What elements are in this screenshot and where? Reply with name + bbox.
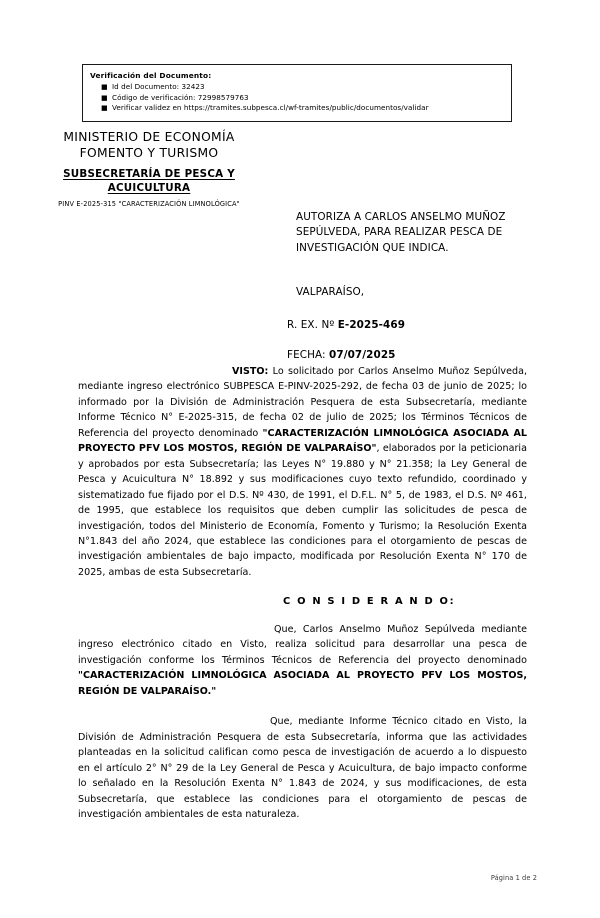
subsecretaria-heading (14, 167, 284, 195)
ministry-line-2: FOMENTO Y TURISMO (79, 145, 219, 160)
pinv-reference: PINV E-2025-315 "CARACTERIZACIÓN LIMNOLÓGICA" (58, 200, 240, 208)
verification-item-label: Id del Documento: 32423 (112, 82, 205, 91)
page-number-label: Página 1 de 2 (490, 874, 537, 882)
verification-item-label: Código de verificación: 72998579763 (112, 92, 249, 102)
verification-item-label: Verificar validez en https://tramites.subpesca.cl/wf-tramites/public/documentos/validar (112, 103, 429, 112)
verification-title: Verificación del Documento: (90, 71, 212, 80)
page-footer (0, 874, 600, 882)
bullet-icon: ■ (101, 93, 108, 102)
verification-item-document-id (101, 82, 504, 93)
resolution-date-value: 07/07/2025 (329, 349, 396, 361)
visto-section (78, 364, 527, 580)
spacer (78, 607, 527, 622)
subsecretaria-line-2: ACUICULTURA (107, 182, 191, 194)
letterhead (14, 130, 284, 208)
considerando-project-name: "CARACTERIZACIÓN LIMNOLÓGICA ASOCIADA AL PROYECTO PFV LOS MOSTOS, REGIÓN DE VALPARAÍSO." (78, 670, 527, 697)
considerando-paragraph-1 (78, 622, 527, 699)
resolution-number-label: R. EX. Nº (287, 319, 338, 331)
bullet-icon: ■ (101, 104, 108, 112)
subject-block (296, 210, 528, 298)
visto-paragraph (78, 364, 527, 580)
resolution-number-value: E-2025-469 (337, 319, 406, 331)
visto-text-part-2: , elaborados por la peticionaria y aprobados por esta Subsecretaría; las Leyes N° 19.880 y N° 21.358; la Ley General de Pesca y Acuicultura N° 18.892 y sus modificaciones cuyo texto refundido, coordinado y sistematizado fue fijado por el D.S. Nº 430, de 1991, el D.F.L. N° 5, de 1983, el D.S. Nº 461, de 1995, que establece los requisitos que deben cumplir las solicitudes de pesca de investigación, todos del Ministerio de Economía, Fomento y Turismo; la Resolución Exenta N°1.843 del año 2024, que establece las condiciones para el otorgamiento de pescas de investigación ambientales de bajo impacto, modificada por Resolución Exenta N° 170 de 2025, ambas de esta Subsecretaría. (78, 443, 527, 578)
verification-list (90, 82, 504, 114)
verification-item-code (101, 92, 504, 104)
resolution-block (287, 318, 532, 362)
visto-heading: VISTO: (232, 366, 269, 377)
issue-city: VALPARAÍSO, (296, 285, 365, 298)
resolution-date-label: FECHA: (287, 349, 330, 361)
document-verification-box (82, 64, 512, 122)
subsecretaria-line-1: SUBSECRETARÍA DE PESCA Y (63, 168, 235, 180)
resolution-number-line (287, 318, 532, 332)
considerando-text-1: Que, Carlos Anselmo Muñoz Sepúlveda mediante ingreso electrónico citado en Visto, realiza solicitud para desarrollar una pesca de investigación conforme los Términos Técnicos de Referencia del proyecto denominado (78, 624, 527, 666)
bullet-icon: ■ (101, 83, 108, 91)
visto-project-name: "CARACTERIZACIÓN LIMNOLÓGICA ASOCIADA AL PROYECTO PFV LOS MOSTOS, REGIÓN DE VALPARAÍSO" (78, 427, 527, 455)
visto-text-part-1: Lo solicitado por Carlos Anselmo Muñoz Sepúlveda, mediante ingreso electrónico SUBPESCA E-PINV-2025-292, de fecha 03 de junio de 2025; lo informado por la División de Administración Pesquera de esta Subsecretaría, mediante Informe Técnico N° E-2025-315, de fecha 02 de julio de 2025; los Términos Técnicos de Referencia del proyecto denominado (78, 366, 527, 439)
considerando-section (78, 596, 527, 822)
considerando-paragraph-2 (78, 714, 527, 822)
authorization-subject: AUTORIZA A CARLOS ANSELMO MUÑOZ SEPÚLVEDA, PARA REALIZAR PESCA DE INVESTIGACIÓN QUE INDICA. (296, 211, 506, 254)
spacer (78, 699, 527, 714)
verification-item-url (101, 103, 504, 114)
considerando-text-2: Que, mediante Informe Técnico citado en Visto, la División de Administración Pesquera de esta Subsecretaría, informa que las actividades planteadas en la solicitud califican como pesca de investigación de acuerdo a lo dispuesto en el artículo 2° N° 29 de la Ley General de Pesca y Acuicultura, de bajo impacto conforme lo señalado en la Resolución Exenta N° 1.843 de 2024, y sus modificaciones, de esta Subsecretaría, que establece las condiciones para el otorgamiento de pescas de investigación ambientales de esta naturaleza. (78, 716, 527, 820)
ministry-line-1: MINISTERIO DE ECONOMÍA (63, 130, 235, 144)
resolution-date-line (287, 348, 532, 362)
considerando-heading: C O N S I D E R A N D O: (283, 596, 456, 607)
